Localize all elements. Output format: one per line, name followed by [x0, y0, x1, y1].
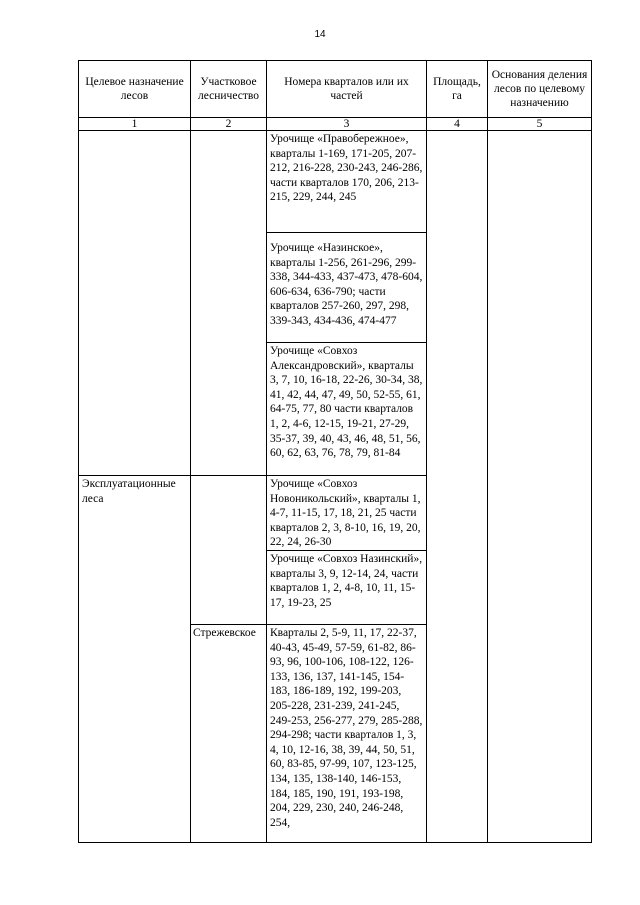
forest-division-table	[78, 60, 592, 843]
table-header-row	[79, 61, 592, 118]
tract-cell: Урочище «Назинское», кварталы 1-256, 261-296, 299-338, 344-433, 437-473, 478-604, 606-634, 636-790; части кварталов 257-260, 297, 298, 339-343, 434-436, 474-477	[267, 233, 427, 343]
table-row	[79, 131, 592, 233]
header-purpose: Целевое назначение лесов	[79, 61, 191, 118]
column-number: 3	[267, 118, 427, 131]
forestry-cell: Стрежевское	[191, 624, 267, 842]
tract-cell: Урочище «Совхоз Новоникольский», кварталы 1, 4-7, 11-15, 17, 18, 21, 25 части кварталов 2, 3, 8-10, 16, 19, 20, 22, 24, 26-30	[267, 476, 427, 551]
purpose-cell: Эксплуатационные леса	[79, 476, 191, 843]
tract-cell: Урочище «Правобережное», кварталы 1-169, 171-205, 207-212, 216-228, 230-243, 246-286, части кварталов 170, 206, 213-215, 229, 244, 245	[267, 131, 427, 233]
header-area: Площадь, га	[427, 61, 488, 118]
header-basis: Основания деления лесов по целевому назначению	[488, 61, 592, 118]
tract-cell: Урочище «Совхоз Назинский», кварталы 3, 9, 12-14, 24, части кварталов 1, 2, 4-8, 10, 11, 15-17, 19-23, 25	[267, 550, 427, 624]
column-number: 1	[79, 118, 191, 131]
column-number: 4	[427, 118, 488, 131]
header-quarters: Номера кварталов или их частей	[267, 61, 427, 118]
column-number: 5	[488, 118, 592, 131]
header-forestry: Участковое лесничество	[191, 61, 267, 118]
page-number: 14	[314, 29, 326, 40]
column-number: 2	[191, 118, 267, 131]
area-cell	[427, 131, 488, 843]
empty-cell	[191, 131, 267, 476]
empty-cell	[79, 131, 191, 476]
tract-cell: Урочище «Совхоз Александровский», кварталы 3, 7, 10, 16-18, 22-26, 30-34, 38, 41, 42, 44, 47, 49, 50, 52-55, 61, 64-75, 77, 80 части кварталов 1, 2, 4-6, 12-15, 19-21, 27-29, 35-37, 39, 40, 43, 46, 48, 51, 56, 60, 62, 63, 76, 78, 79, 81-84	[267, 343, 427, 476]
empty-cell	[191, 476, 267, 625]
basis-cell	[488, 131, 592, 843]
tract-cell: Кварталы 2, 5-9, 11, 17, 22-37, 40-43, 45-49, 57-59, 61-82, 86-93, 96, 100-106, 108-122, 126-133, 136, 137, 141-145, 154-183, 186-189, 192, 199-203, 205-228, 231-239, 241-245, 249-253, 256-277, 279, 285-288, 294-298; части кварталов 1, 3, 4, 10, 12-16, 38, 39, 44, 50, 51, 60, 83-85, 97-99, 107, 123-125, 134, 135, 138-140, 146-153, 184, 185, 190, 191, 193-198, 204, 229, 230, 240, 246-248, 254,	[267, 624, 427, 842]
column-number-row	[79, 118, 592, 131]
